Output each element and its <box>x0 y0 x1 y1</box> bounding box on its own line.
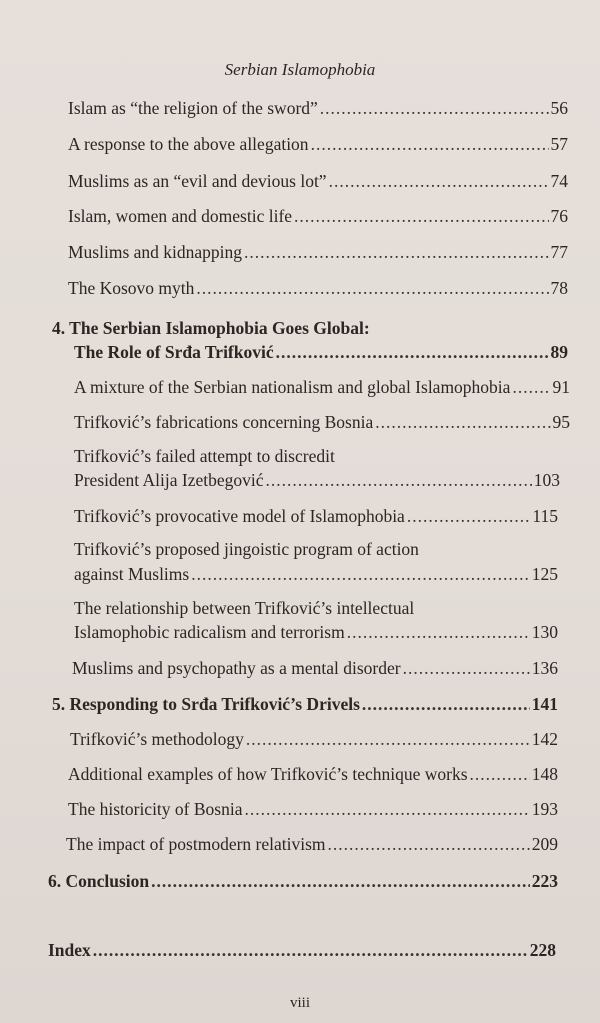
toc-entry-title: Muslims and psychopathy as a mental disorder <box>72 658 401 678</box>
toc-entry-page: 95 <box>552 412 570 432</box>
toc-entry <box>74 506 558 527</box>
toc-entry-title: Islamophobic radicalism and terrorism <box>74 622 345 642</box>
dot-leader <box>311 134 549 155</box>
toc-entry-title: The historicity of Bosnia <box>68 799 243 819</box>
toc-entry-page: 209 <box>531 834 558 854</box>
toc-entry-page: 56 <box>550 98 568 118</box>
dot-leader <box>245 799 530 820</box>
dot-leader <box>512 377 550 398</box>
toc-entry-title: Islam, women and domestic life <box>68 206 293 226</box>
toc-entry-title: Islam as “the religion of the sword” <box>68 98 318 118</box>
chapter-4-heading-line <box>74 342 568 363</box>
dot-leader <box>403 658 530 679</box>
toc-entry <box>74 412 570 433</box>
page-number: viii <box>289 995 310 1011</box>
toc-entry-title: Trifković’s fabrications concerning Bosnia <box>74 412 374 432</box>
toc-entry-page: 130 <box>531 622 558 642</box>
toc-entry-page: 78 <box>550 278 568 298</box>
toc-entry-page: 148 <box>531 764 558 784</box>
toc-entry-line1: Trifković’s proposed jingoistic program of action <box>74 539 419 559</box>
toc-entry <box>68 242 568 263</box>
chapter-6-heading <box>48 871 558 892</box>
toc-entry <box>68 134 568 155</box>
toc-entry-title: A mixture of the Serbian nationalism and global Islamophobia <box>74 377 511 397</box>
toc-entry <box>68 98 568 119</box>
toc-entry <box>68 764 558 785</box>
toc-entry-page: 115 <box>532 506 558 526</box>
toc-entry-title: A response to the above allegation <box>68 134 309 154</box>
dot-leader <box>347 622 530 643</box>
toc-entry-line1: Trifković’s failed attempt to discredit <box>74 446 335 466</box>
toc-entry-title: The Kosovo myth <box>68 278 195 298</box>
dot-leader <box>276 342 549 363</box>
toc-entry <box>74 564 558 585</box>
dot-leader <box>294 206 548 227</box>
toc-entry <box>70 729 558 750</box>
toc-entry-line1: The relationship between Trifković’s intellectual <box>74 598 415 618</box>
dot-leader <box>375 412 550 433</box>
toc-entry-title: Muslims as an “evil and devious lot” <box>68 171 327 191</box>
dot-leader <box>470 764 530 785</box>
toc-entry-page: 76 <box>550 206 568 226</box>
toc-entry-title: against Muslims <box>74 564 190 584</box>
dot-leader <box>320 98 549 119</box>
toc-entry <box>68 206 568 227</box>
toc-entry <box>74 470 560 491</box>
index-page: 228 <box>529 940 556 960</box>
index-heading <box>48 940 556 961</box>
toc-entry-title: The impact of postmodern relativism <box>66 834 326 854</box>
dot-leader <box>151 871 530 892</box>
chapter-5-heading <box>52 694 558 715</box>
dot-leader <box>93 940 528 961</box>
toc-entry-page: 91 <box>552 377 570 397</box>
dot-leader <box>191 564 530 585</box>
index-title: Index <box>48 940 91 960</box>
chapter-5-title: 5. Responding to Srđa Trifković’s Drivels <box>52 694 360 714</box>
toc-entry <box>74 377 570 398</box>
toc-entry-title: Trifković’s methodology <box>70 729 244 749</box>
running-head: Serbian Islamophobia <box>224 60 376 79</box>
toc-entry-page: 57 <box>550 134 568 154</box>
toc-entry <box>66 834 558 855</box>
toc-entry-page: 125 <box>531 564 558 584</box>
toc-entry <box>68 171 568 192</box>
toc-entry-title: President Alija Izetbegović <box>74 470 264 490</box>
toc-entry-page: 74 <box>550 171 568 191</box>
dot-leader <box>244 242 548 263</box>
toc-entry <box>72 658 558 679</box>
dot-leader <box>328 834 530 855</box>
toc-entry-title: Trifković’s provocative model of Islamophobia <box>74 506 405 526</box>
dot-leader <box>266 470 532 491</box>
chapter-6-page: 223 <box>531 871 558 891</box>
toc-entry <box>74 622 558 643</box>
toc-entry-page: 193 <box>531 799 558 819</box>
chapter-4-page: 89 <box>550 342 568 362</box>
toc-entry <box>68 799 558 820</box>
dot-leader <box>196 278 548 299</box>
toc-entry <box>68 278 568 299</box>
dot-leader <box>246 729 530 750</box>
dot-leader <box>362 694 530 715</box>
chapter-4-heading: 4. The Serbian Islamophobia Goes Global: <box>52 318 370 338</box>
toc-entry-page: 136 <box>531 658 558 678</box>
toc-entry-title: Muslims and kidnapping <box>68 242 243 262</box>
toc-entry-page: 103 <box>533 470 560 490</box>
chapter-5-page: 141 <box>531 694 558 714</box>
dot-leader <box>407 506 531 527</box>
dot-leader <box>329 171 549 192</box>
toc-entry-page: 77 <box>550 242 568 262</box>
toc-entry-title: Additional examples of how Trifković’s technique works <box>68 764 468 784</box>
chapter-6-title: 6. Conclusion <box>48 871 150 891</box>
chapter-4-title: The Role of Srđa Trifković <box>74 342 274 362</box>
toc-entry-page: 142 <box>531 729 558 749</box>
